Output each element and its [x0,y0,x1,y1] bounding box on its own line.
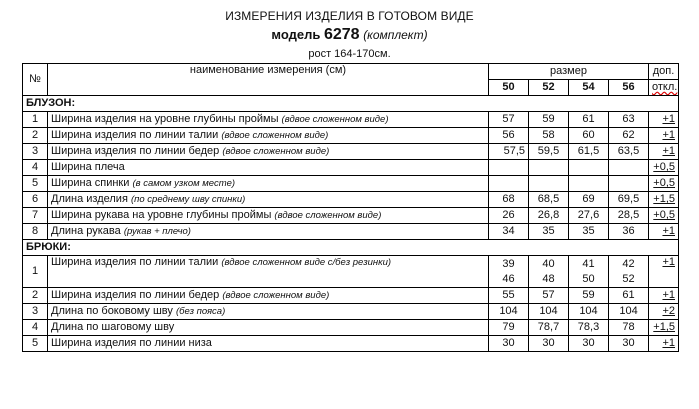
size-value: 59 [542,113,555,125]
tolerance-cell [649,224,679,240]
tolerance-value: +1 [662,113,676,125]
row-name: Ширина изделия по линии талии [51,256,219,268]
header-size-col: 56 [609,80,649,96]
size-value: 63,5 [617,145,640,157]
header-tolerance-bottom [649,80,679,96]
tolerance-value: +1,5 [653,321,676,333]
size-value-cell [489,176,529,192]
size-value-alt: 46 [502,272,515,285]
document-title: ИЗМЕРЕНИЯ ИЗДЕЛИЯ В ГОТОВОМ ВИДЕ [225,9,474,23]
table-row [23,336,679,352]
size-value-cell [529,288,569,304]
header-row [23,64,679,80]
size-value-cell [489,336,529,352]
tolerance-value: +1 [662,129,676,141]
size-value: 104 [579,305,598,317]
measurements-table [22,63,679,352]
header-size-col: 54 [569,80,609,96]
size-value-cell [569,320,609,336]
size-value: 56 [502,129,515,141]
tolerance-value: +2 [662,305,676,317]
section-row [23,240,679,256]
tolerance-cell [649,208,679,224]
size-value-cell [569,224,609,240]
height-range: рост 164-170см. [308,48,391,60]
section-title: БРЮКИ: [23,240,679,256]
row-number: 3 [23,304,48,320]
size-value-cell [609,304,649,320]
row-name: Длина изделия [51,193,128,205]
header-name: наименование измерения (см) [48,64,489,96]
tolerance-cell [649,176,679,192]
size-value: 36 [622,225,635,237]
size-value-cell [569,144,609,160]
table-body [23,64,679,352]
model-line [0,26,699,44]
row-number: 1 [23,112,48,128]
table-row [23,192,679,208]
model-label: модель [271,27,321,42]
tolerance-value: +1 [662,337,676,349]
header-tolerance-top: доп. [649,64,679,80]
size-value-cell [569,304,609,320]
row-number: 5 [23,336,48,352]
table-row [23,304,679,320]
size-value: 57 [502,113,515,125]
size-value: 30 [582,337,595,349]
tolerance-value: +1 [662,145,676,157]
size-value-cell [529,144,569,160]
row-name-cell [48,144,489,160]
row-note: (по среднему шву спинки) [130,194,246,205]
row-name-cell [48,192,489,208]
size-value: 30 [622,337,635,349]
row-name-cell [48,336,489,352]
section-title: БЛУЗОН: [23,96,679,112]
tolerance-value: +0,5 [653,209,676,221]
size-value: 68 [502,193,515,205]
size-value-cell [569,128,609,144]
size-value-cell [609,336,649,352]
size-value-cell [569,208,609,224]
row-note: (рукав + плечо) [123,226,191,237]
size-value: 39 [502,257,515,270]
size-value-cell [569,256,609,288]
size-value-cell [489,160,529,176]
size-value: 68,5 [537,193,560,205]
size-value: 78,3 [577,321,600,333]
row-name-cell [48,224,489,240]
model-number: 6278 [323,26,360,43]
row-name-cell [48,256,489,288]
tolerance-cell [649,160,679,176]
tolerance-cell [649,256,679,288]
size-value-cell [489,320,529,336]
row-name-cell [48,208,489,224]
tolerance-cell [649,144,679,160]
size-value-cell [609,224,649,240]
row-number: 5 [23,176,48,192]
size-value: 26 [502,209,515,221]
size-value-cell [609,112,649,128]
table-row [23,256,679,288]
size-value: 59 [582,289,595,301]
row-number: 1 [23,256,48,288]
tolerance-value: +1,5 [653,193,676,205]
tolerance-cell [649,336,679,352]
row-number: 4 [23,160,48,176]
size-value-cell [529,112,569,128]
row-name-cell [48,112,489,128]
size-value-cell [569,336,609,352]
size-value-alt: 52 [622,272,635,285]
size-value: 63 [622,113,635,125]
size-value-cell [489,304,529,320]
size-value-cell [609,144,649,160]
size-value: 69 [582,193,595,205]
row-name-cell [48,288,489,304]
size-value: 59,5 [537,145,560,157]
row-name: Ширина изделия по линии низа [51,337,212,349]
section-row [23,96,679,112]
row-note: (вдвое сложенном виде) [222,146,330,157]
row-number: 4 [23,320,48,336]
size-value-cell [489,192,529,208]
size-value: 26,8 [537,209,560,221]
row-name: Длина по шаговому шву [51,321,175,333]
size-value-cell [529,192,569,208]
header-num: № [23,64,48,96]
size-value-cell [529,208,569,224]
header-tolerance-bottom-text: откл. [652,81,678,93]
size-value: 104 [499,305,518,317]
table-row [23,144,679,160]
tolerance-value: +0,5 [653,161,676,173]
row-name: Ширина изделия по линии бедер [51,145,220,157]
tolerance-value: +1 [662,256,676,268]
size-value: 28,5 [617,209,640,221]
header-size-col: 50 [489,80,529,96]
table-row [23,208,679,224]
size-value-cell [609,160,649,176]
size-value: 58 [542,129,555,141]
row-name: Длина по боковому шву [51,305,173,317]
size-value-cell [489,128,529,144]
row-name: Ширина изделия по линии бедер [51,289,220,301]
table-row [23,128,679,144]
size-value-cell [609,176,649,192]
size-value-cell [529,320,569,336]
tolerance-cell [649,320,679,336]
size-value-cell [569,160,609,176]
size-value: 104 [539,305,558,317]
row-name: Ширина изделия по линии талии [51,129,219,141]
size-value-alt: 48 [542,272,555,285]
size-value-cell [489,224,529,240]
size-value: 62 [622,129,635,141]
size-value: 57,5 [503,145,525,157]
row-name: Длина рукава [51,225,121,237]
row-name-cell [48,320,489,336]
table-row [23,224,679,240]
tolerance-cell [649,304,679,320]
row-number: 8 [23,224,48,240]
table-row [23,288,679,304]
row-number: 7 [23,208,48,224]
row-note: (вдвое сложенном виде) [221,130,329,141]
size-value: 55 [502,289,515,301]
size-value-cell [569,112,609,128]
row-number: 2 [23,128,48,144]
size-value-cell [569,176,609,192]
size-value: 27,6 [577,209,600,221]
tolerance-value: +1 [662,225,676,237]
tolerance-cell [649,192,679,208]
size-value: 61 [582,113,595,125]
row-note: (вдвое сложенном виде с/без резинки) [221,257,392,268]
size-value-cell [609,192,649,208]
size-value: 78,7 [537,321,560,333]
size-value-cell [529,336,569,352]
size-value: 34 [502,225,515,237]
row-note: (без пояса) [175,306,226,317]
size-value-cell [609,288,649,304]
table-row [23,176,679,192]
size-value: 42 [622,257,635,270]
row-name: Ширина плеча [51,161,125,173]
size-value: 35 [542,225,555,237]
size-value: 60 [582,129,595,141]
table-row [23,160,679,176]
size-value-cell [609,256,649,288]
size-value: 30 [542,337,555,349]
size-value-cell [609,320,649,336]
size-value-cell [529,224,569,240]
size-value-cell [489,256,529,288]
size-value-cell [529,128,569,144]
size-value-cell [529,304,569,320]
table-row [23,112,679,128]
model-note: (комплект) [363,28,428,42]
row-note: (вдвое сложенном виде) [222,290,330,301]
row-note: (вдвое сложенном виде) [274,210,382,221]
tolerance-cell [649,288,679,304]
row-name-cell [48,160,489,176]
size-value: 57 [542,289,555,301]
header-size-col: 52 [529,80,569,96]
table-row [23,320,679,336]
size-value-alt: 50 [582,272,595,285]
size-value: 78 [622,321,635,333]
row-name-cell [48,304,489,320]
row-name: Ширина рукава на уровне глубины проймы [51,209,272,221]
row-note: (вдвое сложенном виде) [281,114,389,125]
row-name: Ширина спинки [51,177,130,189]
header-size: размер [489,64,649,80]
size-value: 104 [619,305,638,317]
row-number: 2 [23,288,48,304]
tolerance-value: +0,5 [653,177,676,189]
size-value: 40 [542,257,555,270]
size-value: 41 [582,257,595,270]
row-name-cell [48,176,489,192]
size-value-cell [569,288,609,304]
tolerance-cell [649,128,679,144]
size-value-cell [489,112,529,128]
size-value-cell [609,208,649,224]
row-note: (в самом узком месте) [132,178,236,189]
size-value-cell [489,288,529,304]
row-name-cell [48,128,489,144]
size-value-cell [569,192,609,208]
row-name: Ширина изделия на уровне глубины проймы [51,113,279,125]
tolerance-cell [649,112,679,128]
row-number: 6 [23,192,48,208]
size-value-cell [609,128,649,144]
tolerance-value: +1 [662,289,676,301]
size-value-cell [529,256,569,288]
size-value: 69,5 [617,193,640,205]
size-value-cell [529,160,569,176]
size-value-cell [529,176,569,192]
size-value: 61 [622,289,635,301]
size-value: 61,5 [577,145,600,157]
size-value-cell [489,144,529,160]
size-value: 30 [502,337,515,349]
row-number: 3 [23,144,48,160]
size-value: 35 [582,225,595,237]
size-value-cell [489,208,529,224]
size-value: 79 [502,321,515,333]
